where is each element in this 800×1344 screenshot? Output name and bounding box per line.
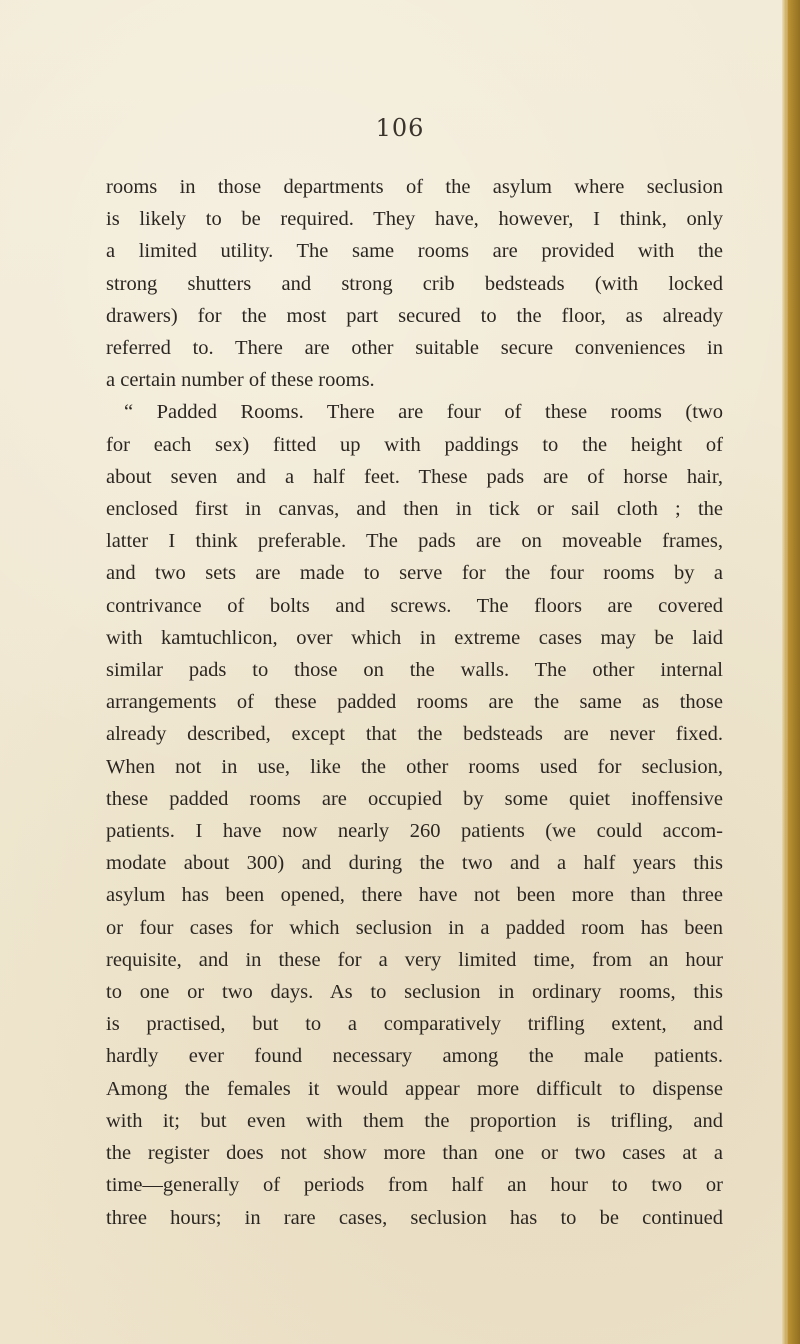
text-line-19: When not in use, like the other rooms used for seclusion, bbox=[106, 755, 723, 778]
page-number: 106 bbox=[375, 114, 425, 142]
text-line-7: a certain number of these rooms. bbox=[106, 369, 375, 392]
text-line-16: similar pads to those on the walls. The other internal bbox=[106, 659, 723, 682]
text-line-18: already described, except that the bedsteads are never fixed. bbox=[106, 723, 723, 746]
text-line-24: or four cases for which seclusion in a padded room has been bbox=[106, 916, 723, 939]
text-line-27: is practised, but to a comparatively trifling extent, and bbox=[106, 1013, 723, 1036]
text-line-29: Among the females it would appear more difficult to dispense bbox=[106, 1077, 723, 1100]
text-line-28: hardly ever found necessary among the male patients. bbox=[106, 1045, 723, 1068]
text-line-22: modate about 300) and during the two and a half years this bbox=[106, 852, 723, 875]
text-line-3: a limited utility. The same rooms are provided with the bbox=[106, 240, 723, 263]
page-edge-border bbox=[782, 0, 800, 1344]
text-line-17: arrangements of these padded rooms are the same as those bbox=[106, 691, 723, 714]
text-line-14: contrivance of bolts and screws. The floors are covered bbox=[106, 594, 723, 617]
text-line-21: patients. I have now nearly 260 patients (we could accom- bbox=[106, 820, 723, 843]
text-line-23: asylum has been opened, there have not been more than three bbox=[106, 884, 723, 907]
text-line-5: drawers) for the most part secured to the floor, as already bbox=[106, 304, 723, 327]
text-line-15: with kamtuchlicon, over which in extreme cases may be laid bbox=[106, 626, 723, 649]
text-line-4: strong shutters and strong crib bedsteads (with locked bbox=[106, 272, 723, 295]
text-line-6: referred to. There are other suitable secure conveniences in bbox=[106, 337, 723, 360]
text-line-31: the register does not show more than one or two cases at a bbox=[106, 1142, 723, 1165]
text-line-8: “ Padded Rooms. There are four of these rooms (two bbox=[124, 401, 723, 424]
text-line-12: latter I think preferable. The pads are on moveable frames, bbox=[106, 530, 723, 553]
text-line-9: for each sex) fitted up with paddings to the height of bbox=[106, 433, 723, 456]
text-line-30: with it; but even with them the proportion is trifling, and bbox=[106, 1109, 723, 1132]
text-line-26: to one or two days. As to seclusion in ordinary rooms, this bbox=[106, 981, 723, 1004]
text-line-13: and two sets are made to serve for the four rooms by a bbox=[106, 562, 723, 585]
text-line-10: about seven and a half feet. These pads are of horse hair, bbox=[106, 465, 723, 488]
text-line-2: is likely to be required. They have, however, I think, only bbox=[106, 208, 723, 231]
text-line-11: enclosed first in canvas, and then in tick or sail cloth ; the bbox=[106, 498, 723, 521]
body-text bbox=[106, 171, 723, 1234]
text-line-33: three hours; in rare cases, seclusion has to be continued bbox=[106, 1206, 723, 1229]
text-line-20: these padded rooms are occupied by some quiet inoffensive bbox=[106, 787, 723, 810]
text-line-32: time—generally of periods from half an hour to two or bbox=[106, 1174, 723, 1197]
text-line-1: rooms in those departments of the asylum where seclusion bbox=[106, 176, 723, 198]
text-line-25: requisite, and in these for a very limited time, from an hour bbox=[106, 948, 723, 971]
